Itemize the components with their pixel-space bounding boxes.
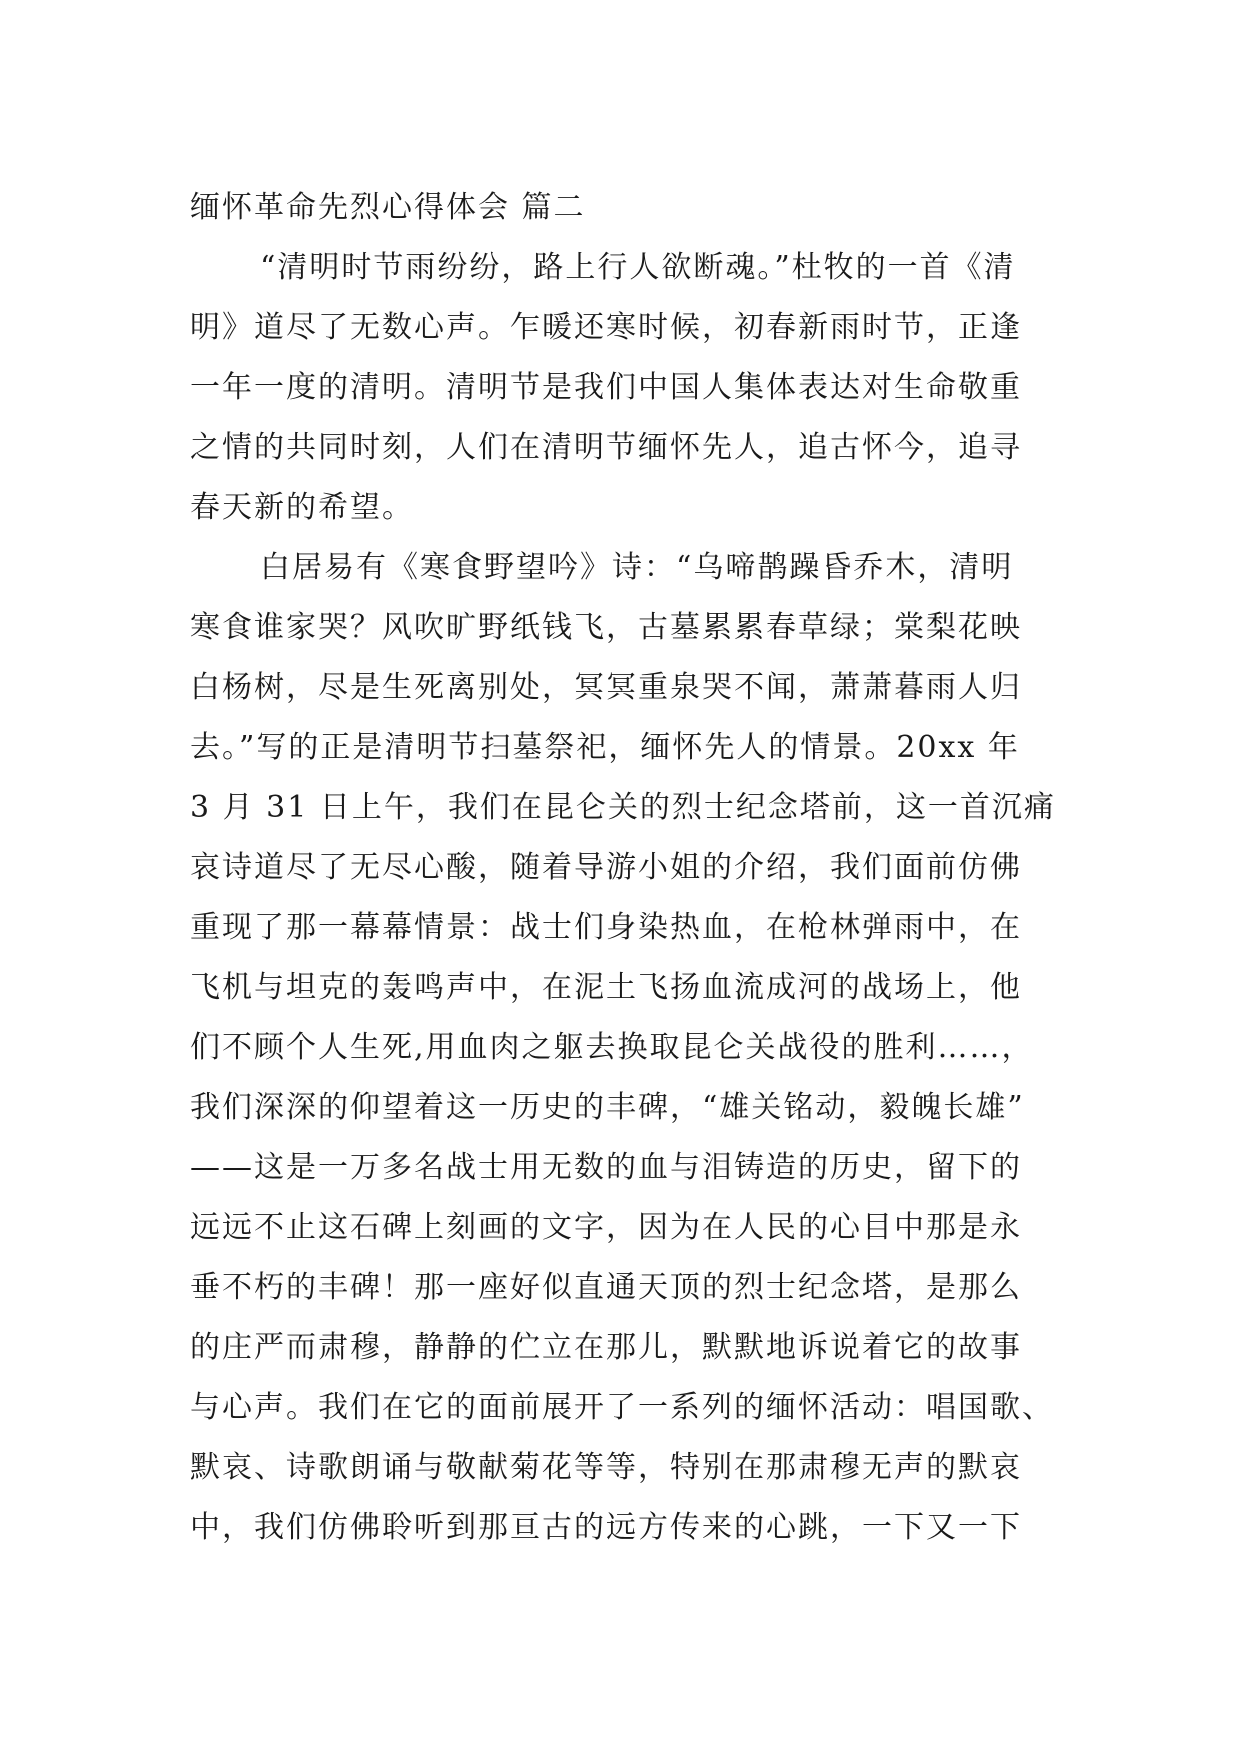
text-line: 哀诗道尽了无尽心酸，随着导游小姐的介绍，我们面前仿佛 xyxy=(190,850,1022,885)
text-line: 3 月 31 日上午，我们在昆仑关的烈士纪念塔前，这一首沉痛 xyxy=(190,790,1056,825)
text-line: 与心声。我们在它的面前展开了一系列的缅怀活动：唱国歌、 xyxy=(190,1390,1054,1425)
text-line: 重现了那一幕幕情景：战士们身染热血，在枪林弹雨中，在 xyxy=(190,910,1022,945)
text-line: 之情的共同时刻，人们在清明节缅怀先人，追古怀今，追寻 xyxy=(190,430,1022,465)
document-body xyxy=(190,178,1056,1558)
text-line: ——这是一万多名战士用无数的血与泪铸造的历史，留下的 xyxy=(190,1150,1022,1185)
text-line: 白居易有《寒食野望吟》诗：“乌啼鹊躁昏乔木，清明 xyxy=(260,550,1014,585)
text-line: 春天新的希望。 xyxy=(190,490,414,525)
text-line: 远远不止这石碑上刻画的文字，因为在人民的心目中那是永 xyxy=(190,1210,1022,1245)
text-line: 去。”写的正是清明节扫墓祭祀，缅怀先人的情景。20xx 年 xyxy=(190,730,1020,765)
text-line: 明》道尽了无数心声。乍暖还寒时候，初春新雨时节，正逢 xyxy=(190,310,1022,345)
text-line: “清明时节雨纷纷，路上行人欲断魂。”杜牧的一首《清 xyxy=(260,250,1016,285)
document-text xyxy=(190,238,1056,1558)
document-title: 缅怀革命先烈心得体会 篇二 xyxy=(190,190,586,225)
text-line: 飞机与坦克的轰鸣声中，在泥土飞扬血流成河的战场上，他 xyxy=(190,970,1022,1005)
text-line: 一年一度的清明。清明节是我们中国人集体表达对生命敬重 xyxy=(190,370,1022,405)
text-line: 默哀、诗歌朗诵与敬献菊花等等，特别在那肃穆无声的默哀 xyxy=(190,1450,1022,1485)
text-line: 白杨树，尽是生死离别处，冥冥重泉哭不闻，萧萧暮雨人归 xyxy=(190,670,1022,705)
text-line: 中，我们仿佛聆听到那亘古的远方传来的心跳，一下又一下 xyxy=(190,1510,1022,1545)
text-line: 垂不朽的丰碑！那一座好似直通天顶的烈士纪念塔，是那么 xyxy=(190,1270,1022,1305)
text-line: 们不顾个人生死,用血肉之躯去换取昆仑关战役的胜利……， xyxy=(190,1030,1034,1065)
text-line: 寒食谁家哭？风吹旷野纸钱飞，古墓累累春草绿；棠梨花映 xyxy=(190,610,1022,645)
text-line: 我们深深的仰望着这一历史的丰碑，“雄关铭动，毅魄长雄” xyxy=(190,1090,1025,1125)
text-line: 的庄严而肃穆，静静的伫立在那儿，默默地诉说着它的故事 xyxy=(190,1330,1022,1365)
